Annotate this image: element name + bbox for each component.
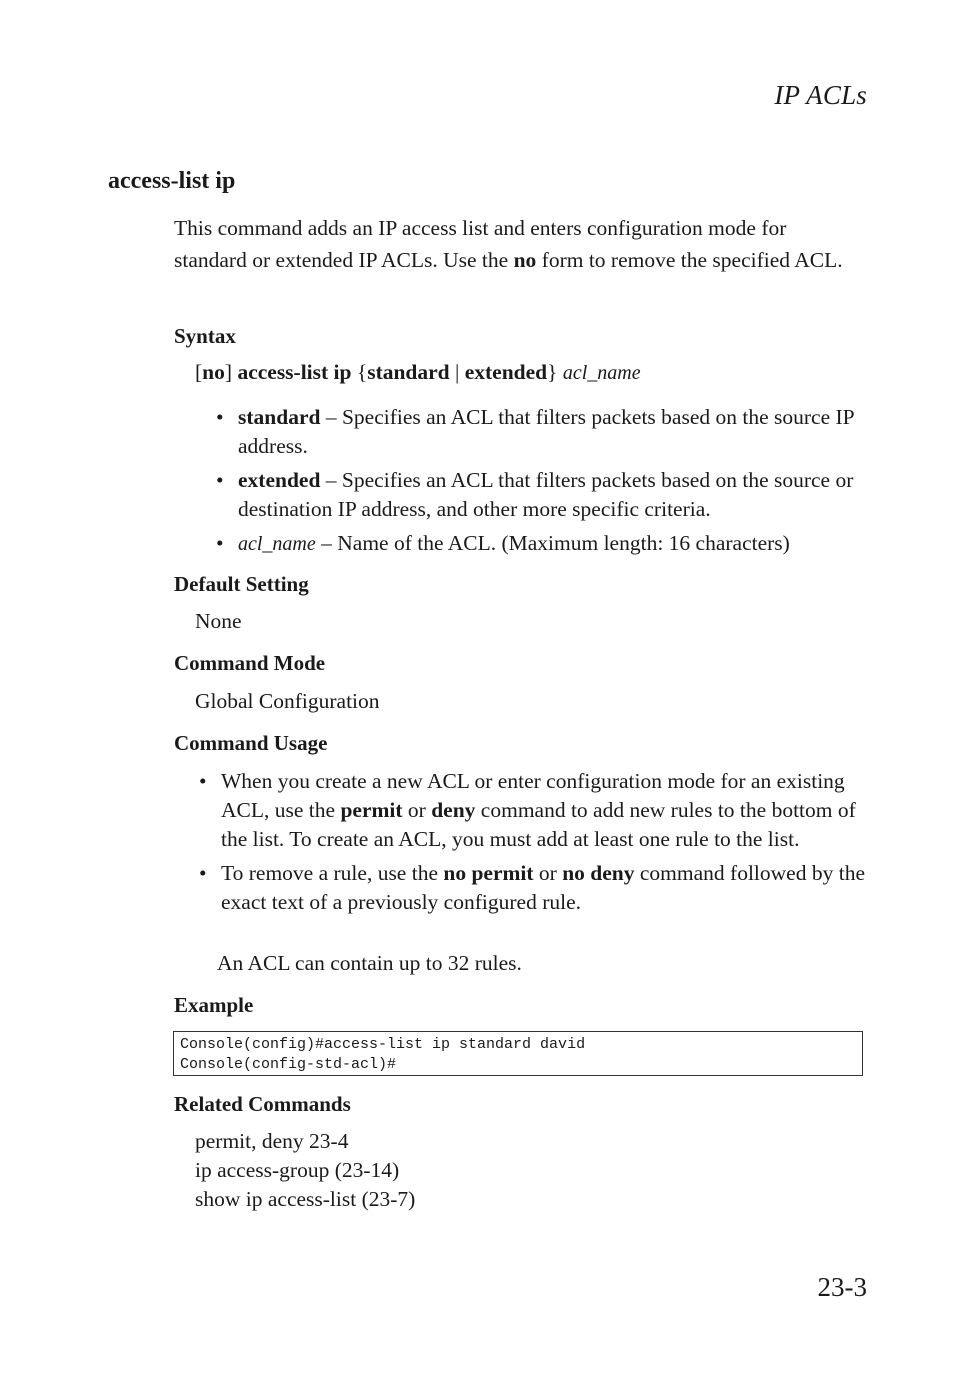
usage-keyword: deny (431, 798, 476, 822)
syntax-token: [ (195, 360, 203, 384)
syntax-keyword: standard (367, 360, 450, 384)
parameter-description: – Name of the ACL. (Maximum length: 16 characters) (315, 531, 790, 555)
usage-text: or (533, 861, 563, 885)
description-keyword: no (513, 247, 537, 272)
parameter-term: standard (238, 405, 321, 429)
parameter-term: extended (238, 468, 321, 492)
description-text: This command adds an IP access list and enters configuration mode for standard or extended IP ACLs. Use the (174, 216, 787, 272)
command-usage-list (221, 767, 871, 922)
syntax-token: } (547, 360, 563, 384)
usage-text: To remove a rule, use the (221, 861, 444, 885)
related-command-item: permit, deny 23-4 (195, 1129, 349, 1153)
list-item (238, 403, 868, 461)
syntax-heading: Syntax (174, 324, 236, 348)
syntax-token: | (449, 360, 465, 384)
command-title: access-list ip (108, 168, 236, 194)
list-item (221, 859, 871, 917)
list-item (221, 767, 871, 854)
parameter-description: – Specifies an ACL that filters packets based on the source or destination IP address, and other more specific criteria. (238, 468, 854, 521)
default-setting-value: None (195, 609, 242, 633)
related-command-item: ip access-group (23-14) (195, 1158, 400, 1182)
syntax-keyword: no (202, 360, 225, 384)
code-line: Console(config-std-acl)# (180, 1055, 397, 1073)
usage-keyword: permit (340, 798, 403, 822)
usage-note: An ACL can contain up to 32 rules. (217, 951, 522, 975)
usage-keyword: no permit (443, 861, 534, 885)
command-usage-heading: Command Usage (174, 731, 328, 755)
parameter-term: acl_name (238, 533, 316, 555)
syntax-keyword: access-list ip (237, 360, 352, 384)
syntax-line (195, 360, 641, 385)
list-item (238, 466, 868, 524)
usage-keyword: no deny (562, 861, 635, 885)
parameter-description: – Specifies an ACL that filters packets based on the source IP address. (238, 405, 854, 458)
list-item (238, 529, 868, 559)
syntax-token: { (351, 360, 368, 384)
example-code-block (173, 1031, 863, 1076)
chapter-title: IP ACLs (774, 80, 867, 110)
syntax-parameter-list (238, 403, 868, 564)
usage-text: or (402, 798, 432, 822)
default-setting-heading: Default Setting (174, 572, 309, 596)
command-mode-value: Global Configuration (195, 689, 380, 713)
usage-text: command to add new rules to the bottom of the list. To create an ACL, you must add at least one rule to the list. (221, 798, 856, 851)
syntax-keyword: extended (464, 360, 548, 384)
related-command-item: show ip access-list (23-7) (195, 1187, 416, 1211)
example-heading: Example (174, 993, 254, 1017)
code-line: Console(config)#access-list ip standard david (180, 1036, 586, 1053)
page-number: 23-3 (817, 1272, 867, 1302)
related-commands-list (195, 1127, 415, 1214)
command-description (174, 213, 864, 276)
description-text: form to remove the specified ACL. (536, 247, 843, 272)
syntax-token: ] (224, 360, 238, 384)
syntax-parameter: acl_name (562, 362, 641, 384)
usage-text: command followed by the exact text of a previously configured rule. (221, 861, 865, 914)
usage-text: When you create a new ACL or enter configuration mode for an existing ACL, use the (221, 769, 845, 822)
command-mode-heading: Command Mode (174, 651, 326, 675)
related-commands-heading: Related Commands (174, 1092, 351, 1116)
